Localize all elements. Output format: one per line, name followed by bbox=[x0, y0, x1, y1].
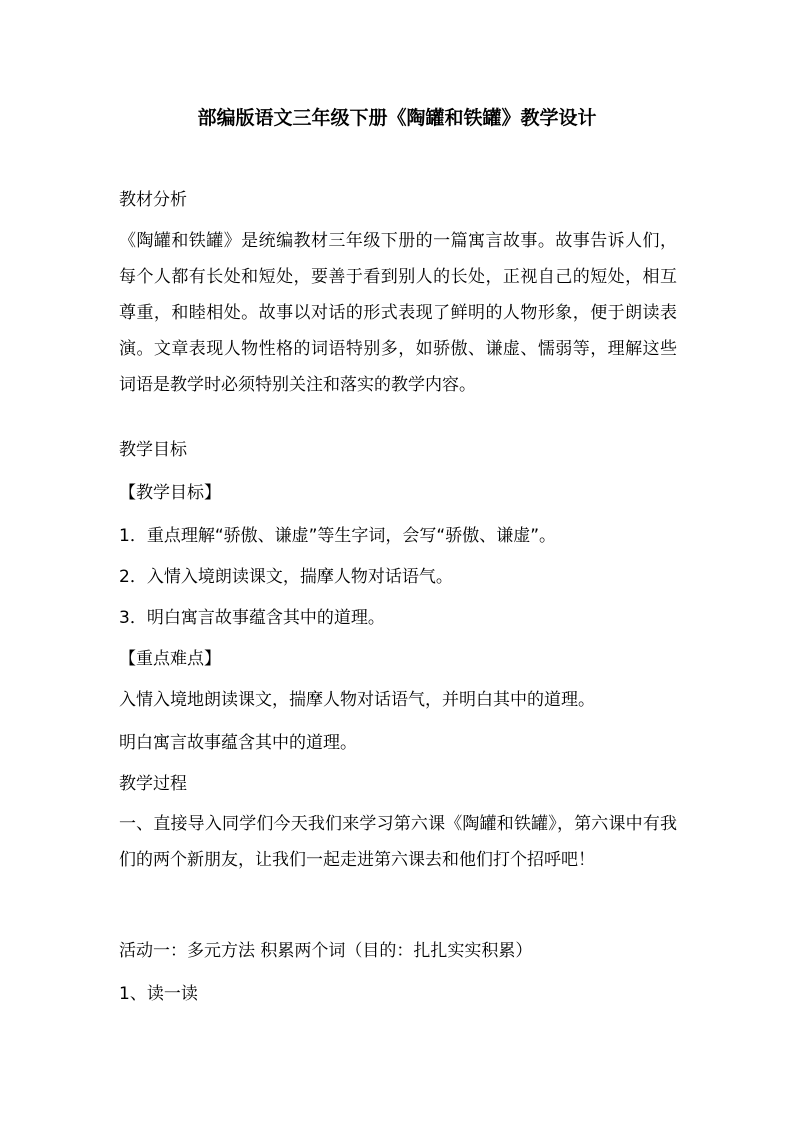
goal-item-1: 1．重点理解“骄傲、谦虚”等生字词，会写“骄傲、谦虚”。 bbox=[119, 526, 557, 546]
goal-item-2: 2．入情入境朗读课文，揣摩人物对话语气。 bbox=[119, 567, 453, 587]
keypoints-header: 【重点难点】 bbox=[119, 649, 221, 669]
keypoint-item-2: 明白寓言故事蕴含其中的道理。 bbox=[119, 733, 357, 753]
process-paragraph: 一、直接导入同学们今天我们来学习第六课《陶罐和铁罐》，第六课中有我们的两个新朋友，让我们一起走进第六课去和他们打个招呼吧！ bbox=[119, 814, 677, 870]
keypoint-item-1: 入情入境地朗读课文，揣摩人物对话语气，并明白其中的道理。 bbox=[119, 690, 595, 710]
document-title: 部编版语文三年级下册《陶罐和铁罐》教学设计 bbox=[197, 107, 597, 129]
goal-item-3: 3．明白寓言故事蕴含其中的道理。 bbox=[119, 608, 385, 628]
material-paragraph: 《陶罐和铁罐》是统编教材三年级下册的一篇寓言故事。故事告诉人们，每个人都有长处和短处，要善于看到别人的长处，正视自己的短处，相互尊重，和睦相处。故事以对话的形式表现了鲜明的人物形象，便于朗读表演。文章表现人物性格的词语特别多，如骄傲、谦虚、懦弱等，理解这些词语是教学时必须特别关注和落实的教学内容。 bbox=[119, 231, 677, 395]
section-heading-process: 教学过程 bbox=[119, 774, 187, 794]
step-one-heading: 1、读一读 bbox=[119, 984, 198, 1004]
goals-header: 【教学目标】 bbox=[119, 483, 221, 503]
activity-one-heading: 活动一：多元方法 积累两个词（目的：扎扎实实积累） bbox=[119, 941, 533, 961]
section-heading-goals: 教学目标 bbox=[119, 440, 187, 460]
section-heading-material: 教材分析 bbox=[119, 190, 187, 210]
